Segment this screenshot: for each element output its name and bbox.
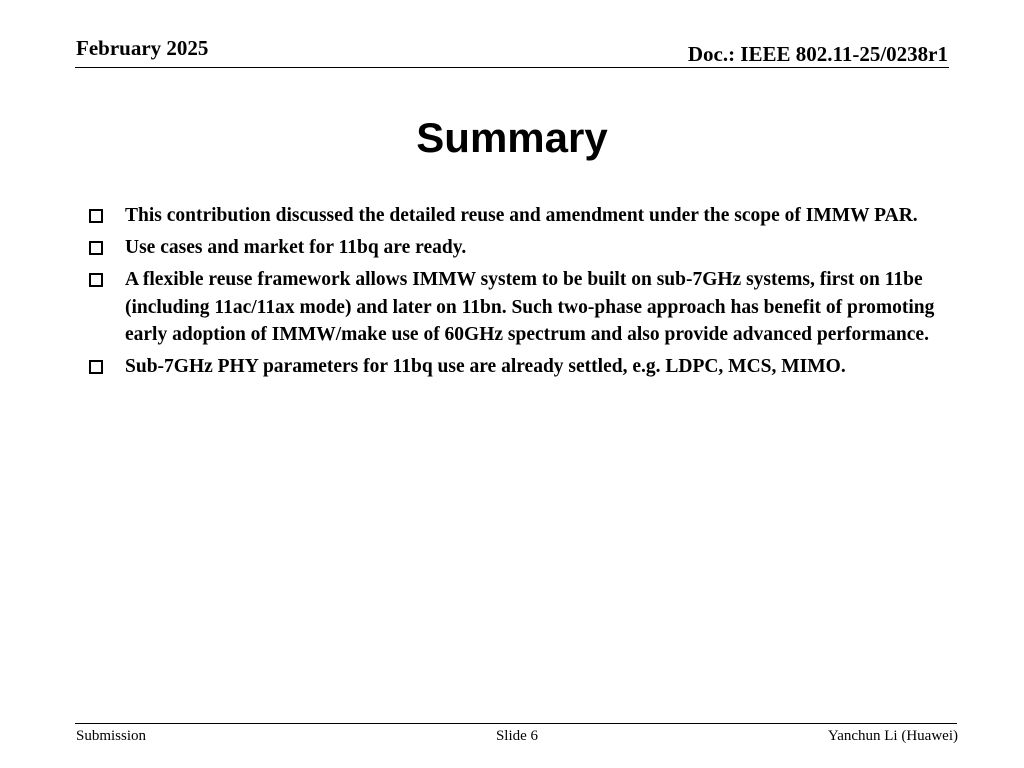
bullet-item: [88, 234, 948, 262]
bullet-text: This contribution discussed the detailed reuse and amendment under the scope of IMMW PAR.: [125, 205, 918, 226]
bullet-item: [88, 266, 948, 349]
bullet-item: [88, 353, 948, 381]
header-divider: [75, 67, 949, 68]
square-bullet-icon: [89, 241, 103, 255]
slide-title: Summary: [416, 114, 608, 161]
header-date: February 2025: [76, 36, 209, 60]
bullet-text: A flexible reuse framework allows IMMW system to be built on sub-7GHz systems, first on 11be (including 11ac/11ax mode) and later on 11bn. Such two-phase approach has benefit of promoting early adoption of IMMW/make use of 60GHz spectrum and also provide advanced performance.: [125, 269, 935, 345]
bullet-list: [88, 202, 948, 385]
square-bullet-icon: [89, 360, 103, 374]
bullet-text: Use cases and market for 11bq are ready.: [125, 237, 467, 258]
footer-divider: [75, 723, 957, 724]
header-document-id: Doc.: IEEE 802.11-25/0238r1: [687, 42, 948, 66]
footer-slide-number: Slide 6: [495, 728, 539, 744]
square-bullet-icon: [89, 273, 103, 287]
footer-author: Yanchun Li (Huawei): [827, 728, 958, 744]
bullet-text: Sub-7GHz PHY parameters for 11bq use are already settled, e.g. LDPC, MCS, MIMO.: [125, 356, 846, 377]
footer-submission: Submission: [76, 728, 147, 744]
bullet-item: [88, 202, 948, 230]
square-bullet-icon: [89, 209, 103, 223]
